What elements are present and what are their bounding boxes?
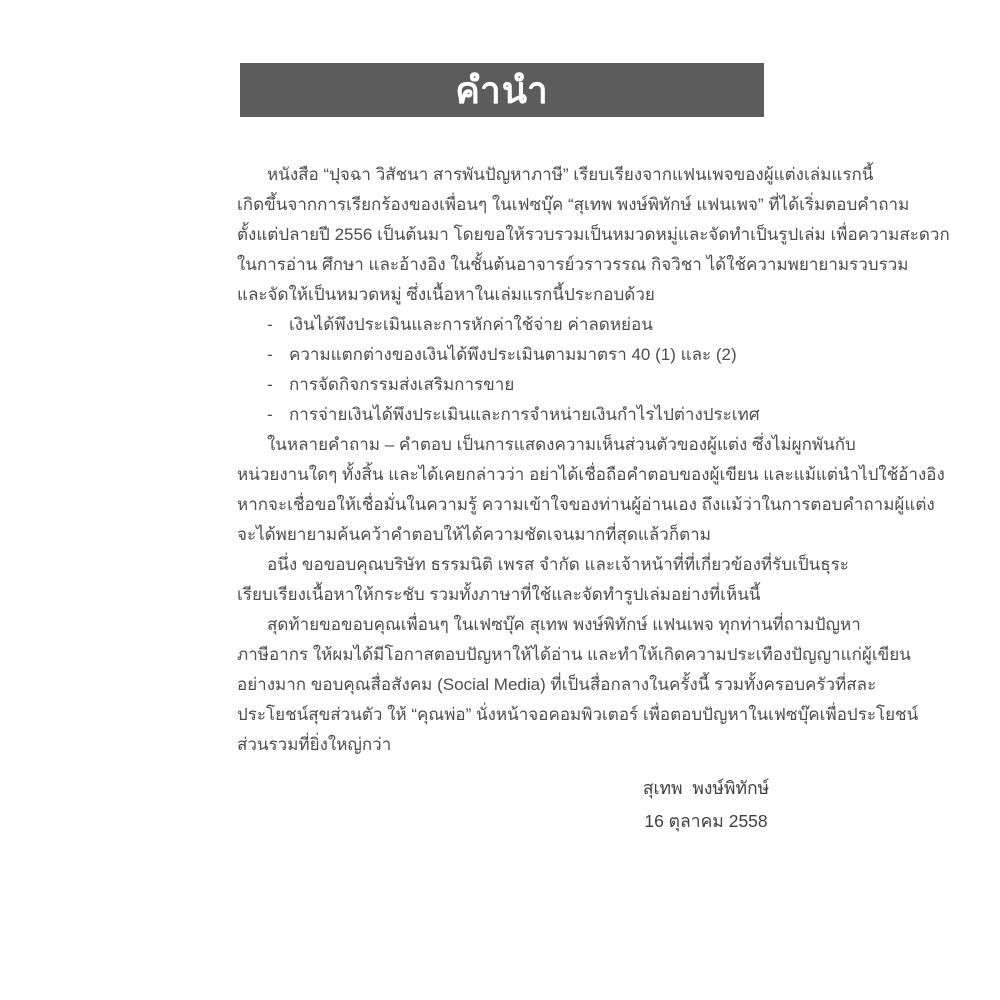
text-line: ส่วนรวมที่ยิ่งใหญ่กว่า xyxy=(237,735,392,754)
text-line: หนังสือ “ปุจฉา วิสัชนา สารพันปัญหาภาษี” เรียบเรียงจากแฟนเพจของผู้แต่งเล่มแรกนี้ xyxy=(267,165,874,184)
bullet-dash-icon: - xyxy=(267,315,273,334)
text-line: เรียบเรียงเนื้อหาให้กระชับ รวมทั้งภาษาที่ใช้และจัดทำรูปเล่มอย่างที่เห็นนี้ xyxy=(237,585,761,604)
bullet-text: เงินได้พึงประเมินและการหักค่าใช้จ่าย ค่าลดหย่อน xyxy=(289,315,653,334)
text-line: จะได้พยายามค้นคว้าคำตอบให้ได้ความชัดเจนมากที่สุดแล้วก็ตาม xyxy=(237,525,711,544)
text-line xyxy=(237,340,767,370)
chapter-title-banner xyxy=(240,63,764,117)
text-line: และจัดให้เป็นหมวดหมู่ ซึ่งเนื้อหาในเล่มแรกนี้ประกอบด้วย xyxy=(237,285,655,304)
text-line: ในการอ่าน ศึกษา และอ้างอิง ในชั้นต้นอาจารย์วราวรรณ กิจวิชา ได้ใช้ความพยายามรวบรวม xyxy=(237,255,909,274)
bullet-dash-icon: - xyxy=(267,405,273,424)
text-line: ภาษีอากร ให้ผมได้มีโอกาสตอบปัญหาให้ได้อ่าน และทำให้เกิดความประเทืองปัญญาแก่ผู้เขียน xyxy=(237,645,911,664)
author-name: สุเทพ พงษ์พิทักษ์ xyxy=(642,778,770,798)
bullet-text: การจัดกิจกรรมส่งเสริมการขาย xyxy=(289,375,515,394)
text-line xyxy=(237,310,767,340)
bullet-text: ความแตกต่างของเงินได้พึงประเมินตามมาตรา 40 (1) และ (2) xyxy=(289,345,737,364)
text-line: อนึ่ง ขอขอบคุณบริษัท ธรรมนิติ เพรส จำกัด และเจ้าหน้าที่ที่เกี่ยวข้องที่รับเป็นธุระ xyxy=(267,555,849,574)
text-line: สุดท้ายขอขอบคุณเพื่อนๆ ในเฟซบุ๊ค สุเทพ พงษ์พิทักษ์ แฟนเพจ ทุกท่านที่ถามปัญหา xyxy=(267,615,861,634)
page-title: คำนำ xyxy=(455,69,549,111)
text-line: อย่างมาก ขอบคุณสื่อสังคม (Social Media) ที่เป็นสื่อกลางในครั้งนี้ รวมทั้งครอบครัวที่สละ xyxy=(237,675,877,694)
bullet-text: การจ่ายเงินได้พึงประเมินและการจำหน่ายเงินกำไรไปต่างประเทศ xyxy=(289,405,760,424)
text-line: ในหลายคำถาม – คำตอบ เป็นการแสดงความเห็นส่วนตัวของผู้แต่ง ซึ่งไม่ผูกพันกับ xyxy=(267,435,856,454)
signature-date: 16 ตุลาคม 2558 xyxy=(644,811,768,831)
text-line: หากจะเชื่อขอให้เชื่อมั่นในความรู้ ความเข้าใจของท่านผู้อ่านเอง ถึงแม้ว่าในการตอบคำถามผู้แต่ง xyxy=(237,495,935,514)
text-line: ตั้งแต่ปลายปี 2556 เป็นต้นมา โดยขอให้รวบรวมเป็นหมวดหมู่และจัดทำเป็นรูปเล่ม เพื่อความสะดวก xyxy=(237,225,950,244)
bullet-dash-icon: - xyxy=(267,375,273,394)
bullet-dash-icon: - xyxy=(267,345,273,364)
signature-block xyxy=(598,772,814,838)
document-body xyxy=(237,160,950,760)
text-line xyxy=(237,370,767,400)
text-line: ประโยชน์สุขส่วนตัว ให้ “คุณพ่อ” นั่งหน้าจอคอมพิวเตอร์ เพื่อตอบปัญหาในเฟซบุ๊คเพื่อประโยชน์ xyxy=(237,705,919,724)
text-line: เกิดขึ้นจากการเรียกร้องของเพื่อนๆ ในเฟซบุ๊ค “สุเทพ พงษ์พิทักษ์ แฟนเพจ” ที่ได้เริ่มตอบคำถาม xyxy=(237,195,910,214)
text-line xyxy=(237,400,767,430)
text-line: หน่วยงานใดๆ ทั้งสิ้น และได้เคยกล่าวว่า อย่าได้เชื่อถือคำตอบของผู้เขียน และแม้แต่นำไปใช้อ้างอิง xyxy=(237,465,945,484)
